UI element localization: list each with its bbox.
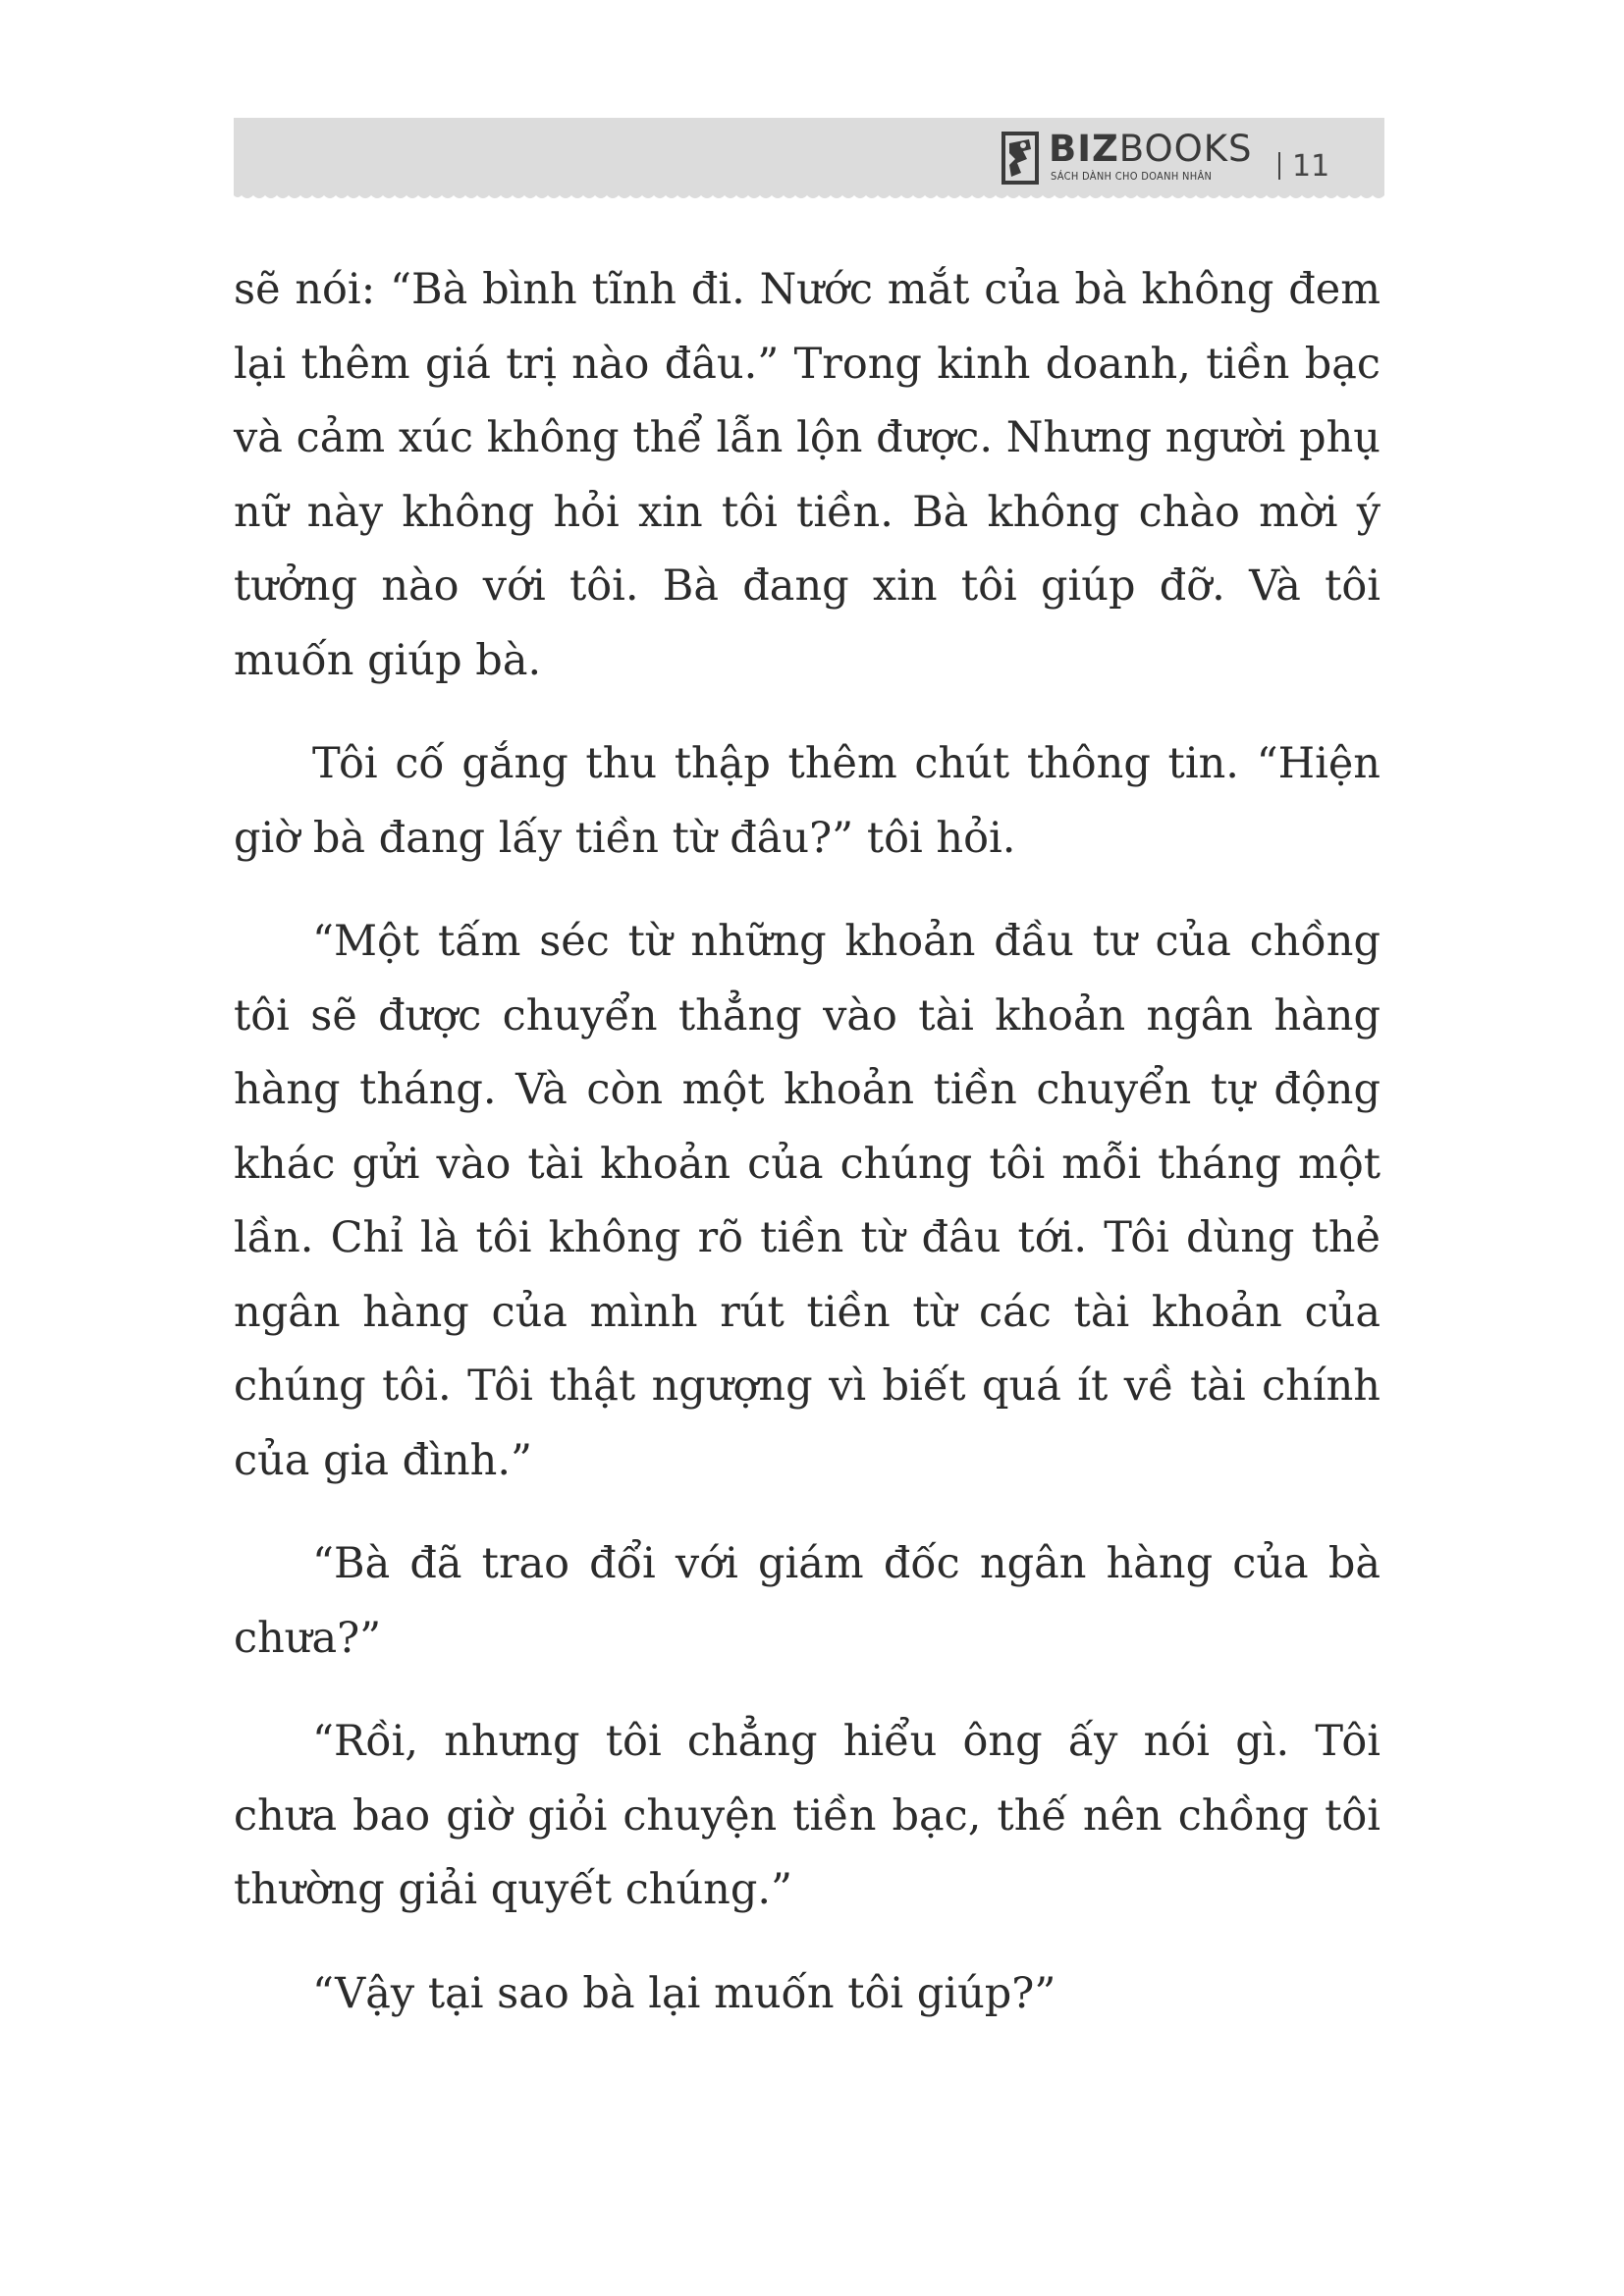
brand-name-bold: BIZ xyxy=(1049,128,1119,170)
page-number-value: 11 xyxy=(1292,149,1330,184)
brand-name-light: BOOKS xyxy=(1118,128,1253,170)
bizbooks-logo-icon xyxy=(1000,130,1041,187)
brand-tagline: SÁCH DÀNH CHO DOANH NHÂN xyxy=(1051,170,1213,183)
paragraph: “Một tấm séc từ những khoản đầu tư của chồng tôi sẽ được chuyển thẳng vào tài khoản ngân hàng hàng tháng. Và còn một khoản tiền chuyển tự động khác gửi vào tài khoản của chúng tôi mỗi tháng một lần. Chỉ là tôi không rõ tiền từ đâu tới. Tôi dùng thẻ ngân hàng của mình rút tiền từ các tài khoản của chúng tôi. Tôi thật ngượng vì biết quá ít về tài chính của gia đình.” xyxy=(234,917,1380,1485)
paragraph: “Bà đã trao đổi với giám đốc ngân hàng của bà chưa?” xyxy=(234,1539,1380,1663)
page-number-separator xyxy=(1278,152,1280,180)
header-torn-edge xyxy=(234,192,1384,202)
brand-logo xyxy=(1000,128,1253,187)
brand-name xyxy=(1049,130,1253,169)
paragraph: Tôi cố gắng thu thập thêm chút thông tin. “Hiện giờ bà đang lấy tiền từ đâu?” tôi hỏi. xyxy=(234,739,1380,863)
paragraph: “Vậy tại sao bà lại muốn tôi giúp?” xyxy=(312,1968,1056,2018)
page-number xyxy=(1278,147,1329,187)
paragraph: “Rồi, nhưng tôi chẳng hiểu ông ấy nói gì. Tôi chưa bao giờ giỏi chuyện tiền bạc, thế nên chồng tôi thường giải quyết chúng.” xyxy=(234,1717,1380,1914)
paragraph: sẽ nói: “Bà bình tĩnh đi. Nước mắt của bà không đem lại thêm giá trị nào đâu.” Trong kinh doanh, tiền bạc và cảm xúc không thể lẫn lộn được. Nhưng người phụ nữ này không hỏi xin tôi tiền. Bà không chào mời ý tưởng nào với tôi. Bà đang xin tôi giúp đỡ. Và tôi muốn giúp bà. xyxy=(234,265,1380,685)
body-text xyxy=(234,253,1380,2060)
